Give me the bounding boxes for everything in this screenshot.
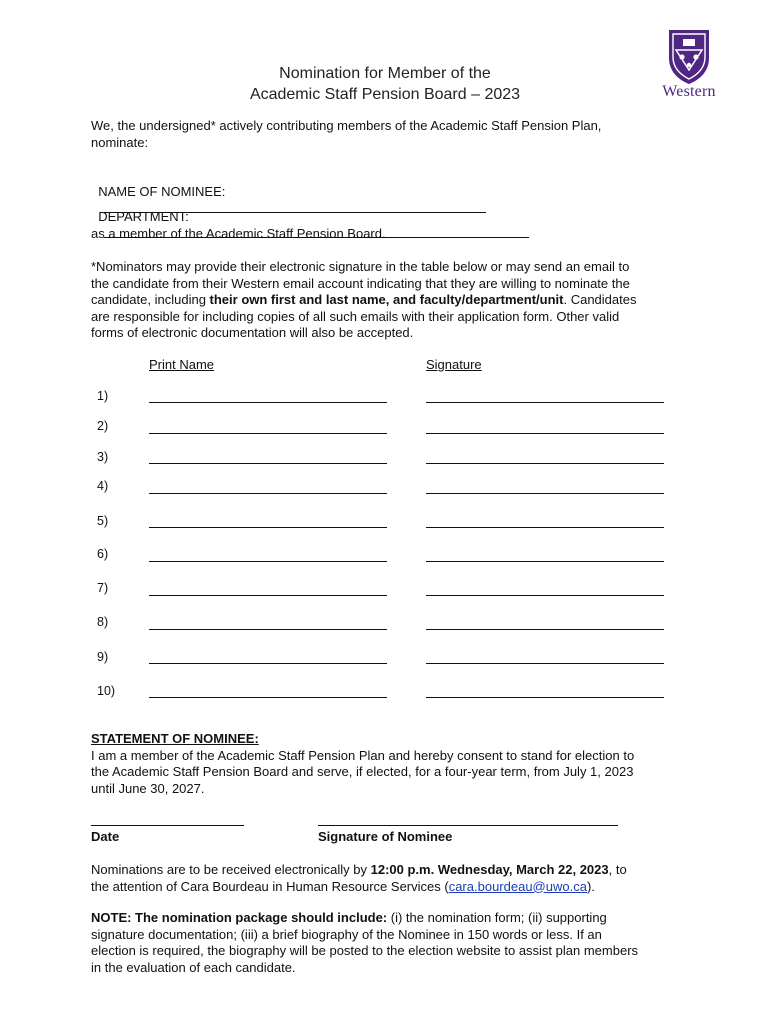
footnote-line-5: forms of electronic documentation will also be accepted.: [91, 325, 414, 340]
title-line-1: Nomination for Member of the: [279, 65, 491, 82]
footnote-line-3: [91, 292, 681, 309]
note-line-1-bold: NOTE: The nomination package should include:: [91, 910, 388, 925]
print-name-line-7[interactable]: [149, 595, 387, 596]
row-number-3: 3): [97, 450, 109, 464]
statement-line-1: I am a member of the Academic Staff Pension Plan and hereby consent to stand for election to: [91, 747, 635, 763]
print-name-line-3[interactable]: [149, 463, 387, 464]
nominee-signature-line[interactable]: [318, 825, 618, 826]
print-name-line-6[interactable]: [149, 561, 387, 562]
row-number-10: 10): [97, 684, 116, 698]
row-number-1: 1): [97, 389, 109, 403]
footnote-paragraph: [91, 259, 681, 342]
print-name-line-9[interactable]: [149, 663, 387, 664]
deadline-line-1-pre: Nominations are to be received electronically by: [91, 862, 371, 877]
intro-line-2: nominate:: [91, 134, 149, 150]
footnote-line-3-bold: their own first and last name, and faculty/department/unit: [209, 292, 564, 307]
note-line-2: signature documentation; (iii) a brief biography of the Nominee in 150 words or less. If an: [91, 926, 602, 942]
note-line-1-post: (i) the nomination form; (ii) supporting: [387, 910, 607, 925]
signature-line-6[interactable]: [426, 561, 664, 562]
deadline-line-2-pre: the attention of Cara Bourdeau in Human Resource Services (: [91, 878, 449, 894]
row-number-2: 2): [97, 419, 109, 433]
row-number-8: 8): [97, 615, 109, 629]
note-paragraph: [91, 910, 681, 976]
note-line-4: in the evaluation of each candidate.: [91, 959, 296, 975]
signature-line-2[interactable]: [426, 433, 664, 434]
signature-line-9[interactable]: [426, 663, 664, 664]
statement-line-3: until June 30, 2027.: [91, 780, 205, 796]
footnote-line-3-post: . Candidates: [563, 292, 637, 307]
print-name-header: Print Name: [149, 357, 215, 372]
title-line-2: Academic Staff Pension Board – 2023: [249, 86, 521, 103]
as-member-text: as a member of the Academic Staff Pension Board.: [91, 226, 386, 241]
row-number-6: 6): [97, 547, 109, 561]
date-line[interactable]: [91, 825, 244, 826]
row-number-9: 9): [97, 650, 109, 664]
print-name-line-4[interactable]: [149, 493, 387, 494]
intro-line-1: We, the undersigned* actively contributing members of the Academic Staff Pension Plan,: [91, 118, 602, 133]
row-number-5: 5): [97, 514, 109, 528]
email-link[interactable]: cara.bourdeau@uwo.ca: [448, 878, 587, 894]
print-name-line-2[interactable]: [149, 433, 387, 434]
print-name-line-5[interactable]: [149, 527, 387, 528]
print-name-line-8[interactable]: [149, 629, 387, 630]
signature-header: Signature: [426, 357, 482, 372]
note-line-3: election is required, the biography will be posted to the election website to assist plan members: [91, 943, 639, 958]
department-label: DEPARTMENT:: [98, 208, 189, 224]
print-name-line-1[interactable]: [149, 402, 387, 403]
row-number-4: 4): [97, 479, 109, 493]
signature-line-8[interactable]: [426, 629, 664, 630]
statement-line-2: the Academic Staff Pension Board and serve, if elected, for a four-year term, from July 1, 2023: [91, 764, 634, 779]
deadline-line-2-post: ).: [586, 878, 595, 894]
logo-wordmark: Western: [662, 83, 716, 100]
signature-line-4[interactable]: [426, 493, 664, 494]
signature-line-7[interactable]: [426, 595, 664, 596]
footnote-line-3-pre: candidate, including: [91, 292, 210, 307]
statement-heading: STATEMENT OF NOMINEE:: [91, 731, 259, 746]
intro-text: [91, 118, 681, 151]
nominee-name-label: NAME OF NOMINEE:: [98, 183, 226, 199]
footnote-line-1: *Nominators may provide their electronic signature in the table below or may send an email to: [91, 259, 630, 274]
signature-line-5[interactable]: [426, 527, 664, 528]
signature-line-1[interactable]: [426, 402, 664, 403]
row-number-7: 7): [97, 581, 109, 595]
deadline-line-1: [91, 862, 681, 879]
statement-of-nominee: [91, 731, 681, 797]
deadline-line-2: [91, 879, 681, 896]
deadline-line-1-post: , to: [608, 862, 627, 877]
deadline-paragraph: [91, 862, 681, 895]
nominee-signature-label: Signature of Nominee: [318, 829, 453, 844]
date-label: Date: [91, 829, 120, 844]
signature-line-3[interactable]: [426, 463, 664, 464]
footnote-line-2: the candidate from their Western email account indicating that they are willing to nominate the: [91, 275, 630, 291]
page-title: [150, 63, 620, 105]
note-line-1: [91, 910, 681, 927]
deadline-date: 12:00 p.m. Wednesday, March 22, 2023: [370, 862, 609, 877]
signature-line-10[interactable]: [426, 697, 664, 698]
print-name-line-10[interactable]: [149, 697, 387, 698]
footnote-line-4: are responsible for including copies of all such emails with their application form. Other valid: [91, 308, 620, 324]
western-logo: [655, 28, 723, 104]
